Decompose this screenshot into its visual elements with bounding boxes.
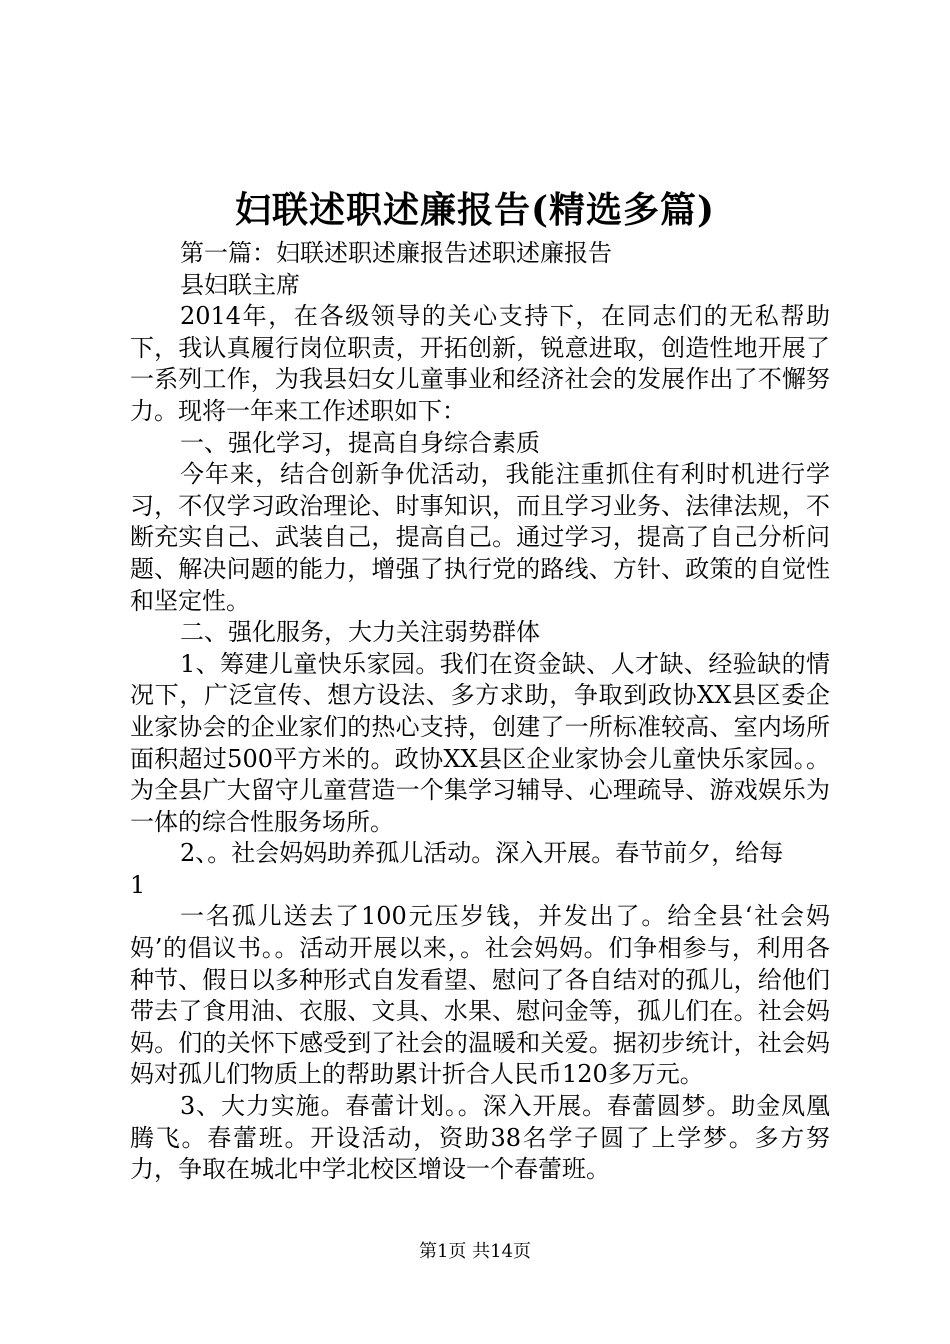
body-paragraph: 2014年，在各级领导的关心支持下，在同志们的无私帮助下，我认真履行岗位职责，开拓创新，锐意进取，创造性地开展了一系列工作，为我县妇女儿童事业和经济社会的发展作出了不懈努力。现将一年来工作述职如下： bbox=[130, 302, 830, 425]
body-paragraph: 一名孤儿送去了100元压岁钱，并发出了。给全县‘社会妈妈’的倡议书。。活动开展以来，。社会妈妈。们争相参与，利用各种节、假日以多种形式自发看望、慰问了各自结对的孤儿，给他们带去了食用油、衣服、文具、水果、慰问金等，孤儿们在。社会妈妈。们的关怀下感受到了社会的温暖和关爱。据初步统计，社会妈妈对孤儿们物质上的帮助累计折合人民币120多万元。 bbox=[130, 902, 830, 1089]
page-footer: 第1页 共14页 bbox=[418, 1241, 532, 1262]
stray-number: 1 bbox=[130, 870, 146, 899]
document-body bbox=[130, 238, 830, 1186]
author-line: 县妇联主席 bbox=[180, 270, 300, 299]
body-paragraph: 3、大力实施。春蕾计划。。深入开展。春蕾圆梦。助金凤凰腾飞。春蕾班。开设活动，资助38名学子圆了上学梦。多方努力，争取在城北中学北校区增设一个春蕾班。 bbox=[130, 1092, 830, 1184]
section-heading: 第一篇：妇联述职述廉报告述职述廉报告 bbox=[180, 239, 612, 267]
body-paragraph: 今年来，结合创新争优活动，我能注重抓住有利时机进行学习，不仅学习政治理论、时事知识，而且学习业务、法律法规，不断充实自己、武装自己，提高自己。通过学习，提高了自己分析问题、解决问题的能力，增强了执行党的路线、方针、政策的自觉性和坚定性。 bbox=[130, 460, 830, 615]
document-title: 妇联述职述廉报告(精选多篇) bbox=[234, 189, 716, 231]
body-paragraph: 2、。社会妈妈助养孤儿活动。深入开展。春节前夕，给每 bbox=[180, 839, 784, 868]
section-heading: 二、强化服务，大力关注弱势群体 bbox=[180, 618, 540, 647]
section-heading: 一、强化学习，提高自身综合素质 bbox=[180, 428, 540, 457]
body-paragraph: 1、筹建儿童快乐家园。我们在资金缺、人才缺、经验缺的情况下，广泛宣传、想方设法、多方求助，争取到政协XX县区委企业家协会的企业家们的热心支持，创建了一所标准较高、室内场所面积超过500平方米的。政协XX县区企业家协会儿童快乐家园。。为全县广大留守儿童营造一个集学习辅导、心理疏导、游戏娱乐为一体的综合性服务场所。 bbox=[130, 649, 830, 836]
